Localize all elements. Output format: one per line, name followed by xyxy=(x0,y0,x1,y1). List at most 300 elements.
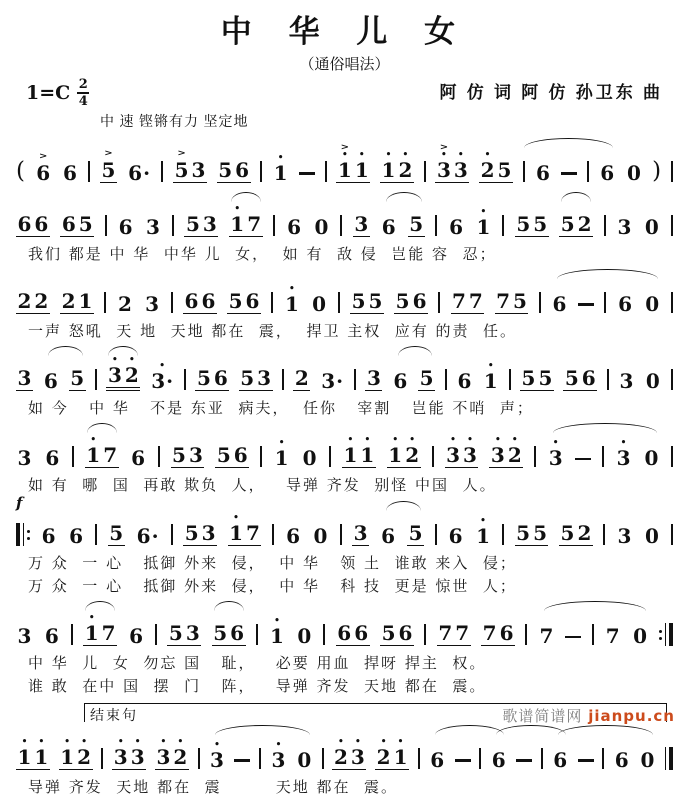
note-digit: 7 xyxy=(247,211,262,236)
barline xyxy=(587,161,589,182)
octave-dot: • xyxy=(289,283,295,294)
note-digit: 6 xyxy=(61,211,76,236)
note-digit: 3 xyxy=(17,624,32,649)
note-digit: • 1 xyxy=(17,736,32,769)
note-digit: 2 xyxy=(117,291,132,316)
barline xyxy=(435,215,437,236)
note-group xyxy=(380,623,414,646)
tie-arc xyxy=(553,423,658,433)
barline xyxy=(509,369,511,390)
barline xyxy=(323,624,325,645)
note-group xyxy=(643,446,660,471)
augmentation-dot: · xyxy=(143,160,151,185)
tie-arc xyxy=(87,423,117,433)
note-digit: 6 xyxy=(614,747,629,772)
note-group xyxy=(495,288,529,314)
octave-dot: • xyxy=(275,739,282,750)
barline xyxy=(198,748,200,769)
note-digit: • 3 xyxy=(271,739,286,772)
notes-line xyxy=(12,189,677,241)
octave-dot: • xyxy=(38,736,45,747)
note-digit: 5 xyxy=(409,211,424,236)
note-group xyxy=(60,211,94,237)
note-group xyxy=(227,288,261,314)
note-digit: 5 xyxy=(218,157,233,182)
note-group xyxy=(342,435,376,468)
octave-dot: • xyxy=(457,149,464,160)
note-group xyxy=(365,368,382,391)
note-group xyxy=(547,438,564,471)
note-group xyxy=(135,523,160,548)
note-digit: 3 xyxy=(145,291,160,316)
octave-dot: • xyxy=(81,736,87,747)
note-digit: 7 xyxy=(101,621,116,646)
octave-dot: • xyxy=(392,435,399,446)
note-digit: 6 xyxy=(398,621,413,646)
note-digit: 3 xyxy=(617,523,632,548)
note-digit: 5 xyxy=(516,211,531,236)
octave-dot: • xyxy=(159,361,166,372)
barline xyxy=(432,446,434,467)
note-digit: • 1 xyxy=(274,438,289,471)
octave-dot: • xyxy=(511,435,518,446)
note-digit: 5 xyxy=(533,211,548,236)
note-digit: • 2 xyxy=(398,149,413,182)
barline xyxy=(602,748,604,769)
note-digit: 0 xyxy=(644,214,659,239)
note-digit: 5 xyxy=(196,366,211,391)
notes-line xyxy=(12,266,677,318)
note-digit: 3 xyxy=(257,366,272,391)
octave-dot: • xyxy=(21,736,28,747)
barline xyxy=(260,161,262,182)
note-group xyxy=(375,736,409,770)
note-group xyxy=(392,369,409,394)
note-group xyxy=(352,520,369,546)
note-group xyxy=(435,142,469,183)
note-digit: • 3 xyxy=(548,438,563,471)
barline xyxy=(95,524,97,545)
note-digit: > 6 xyxy=(36,151,51,185)
note-group xyxy=(228,512,262,546)
note-digit: 1 xyxy=(78,288,93,313)
note-digit: 3 xyxy=(146,214,160,239)
note-group xyxy=(16,211,50,237)
note-group xyxy=(60,288,94,314)
note-group xyxy=(173,148,207,183)
octave-dot: • xyxy=(112,355,118,366)
note-digit: • 3· xyxy=(151,361,174,394)
note-group xyxy=(16,624,33,649)
octave-dot: • xyxy=(341,149,348,160)
barline xyxy=(105,215,107,236)
duration-dash xyxy=(578,759,594,762)
augmentation-dot: · xyxy=(166,369,174,394)
note-digit: 3 xyxy=(201,520,216,545)
note-digit: 6 xyxy=(129,624,143,649)
barline xyxy=(172,215,174,236)
note-group xyxy=(35,151,52,185)
key-signature xyxy=(26,78,89,108)
barline xyxy=(604,292,606,313)
note-digit: 7 xyxy=(468,288,483,313)
octave-dot: • xyxy=(552,438,559,449)
note-digit: • 1 xyxy=(284,283,299,316)
tie-arc xyxy=(214,601,244,611)
note-group xyxy=(69,368,86,391)
tie-arc xyxy=(398,346,433,356)
note-digit: 5 xyxy=(368,288,383,313)
note-digit: • 1 xyxy=(60,736,75,769)
lyric-line: 导弹 齐发 天地 都在 震 天地 都在 震。 xyxy=(28,777,399,796)
octave-dot: • xyxy=(494,435,501,446)
note-group xyxy=(16,368,33,391)
barline xyxy=(256,624,258,645)
music-system xyxy=(12,420,677,495)
note-group xyxy=(456,369,473,394)
note-digit: 0 xyxy=(312,291,327,316)
barline xyxy=(592,624,594,645)
note-digit: 7 xyxy=(246,520,260,545)
note-digit: • 1 xyxy=(393,736,408,769)
note-digit: • 3 xyxy=(156,736,171,769)
barline xyxy=(671,292,673,313)
octave-dot: • xyxy=(233,512,239,523)
note-digit: • 1 xyxy=(388,435,403,468)
duration-dash xyxy=(565,636,581,639)
note-digit: 2 xyxy=(61,288,76,313)
note-digit: 0 xyxy=(633,624,648,649)
note-group xyxy=(183,520,217,546)
note-digit: 3 xyxy=(617,214,632,239)
note-group xyxy=(380,149,414,183)
barline xyxy=(282,369,284,390)
note-group xyxy=(644,523,661,548)
note-group xyxy=(217,157,251,183)
note-group xyxy=(490,747,507,772)
note-digit: 2 xyxy=(294,366,309,391)
tempo-marking: 中 速 铿锵有力 坚定地 xyxy=(100,114,249,130)
note-group xyxy=(332,736,366,770)
note-group xyxy=(212,623,246,646)
barline xyxy=(104,292,106,313)
note-digit: 6 xyxy=(45,446,60,471)
barline xyxy=(340,524,342,545)
note-digit: 0 xyxy=(640,747,655,772)
octave-dot: • xyxy=(134,736,141,747)
note-group xyxy=(183,288,217,314)
note-group xyxy=(117,214,134,239)
barline xyxy=(671,446,673,467)
note-digit: 7 xyxy=(452,288,466,313)
barline xyxy=(155,624,157,645)
note-digit: 6 xyxy=(230,621,245,646)
note-digit: 6 xyxy=(618,291,633,316)
note-digit: • 1 xyxy=(476,206,491,239)
note-group xyxy=(599,160,616,185)
note-digit: 7 xyxy=(103,443,118,468)
note-group xyxy=(16,288,50,314)
dynamic-marking: f xyxy=(16,493,23,512)
tie-arc xyxy=(496,725,567,735)
octave-dot: • xyxy=(347,435,354,446)
note-group xyxy=(445,435,479,468)
note-digit: 5 xyxy=(109,520,124,545)
note-digit: 7 xyxy=(438,621,453,646)
note-group xyxy=(559,211,593,237)
note-group xyxy=(551,291,568,316)
note-digit: • 2 xyxy=(77,736,92,769)
note-group xyxy=(150,361,175,394)
tie-arc xyxy=(386,501,422,511)
note-digit: • 2 xyxy=(173,736,188,769)
barline xyxy=(325,161,327,182)
notes-line xyxy=(12,598,677,650)
note-digit: • 2 xyxy=(507,435,522,468)
note-digit: 6 xyxy=(600,160,615,185)
note-group xyxy=(312,523,329,548)
note-digit: 6 xyxy=(552,291,567,316)
note-group xyxy=(320,369,345,394)
barline xyxy=(438,292,440,313)
tie-arc xyxy=(557,269,659,279)
note-group xyxy=(270,739,287,772)
lyric-line: 如 今 中 华 不是 东亚 病夫， 任你 宰割 岂能 不哨 声； xyxy=(28,399,534,418)
note-digit: • 1 xyxy=(34,736,49,769)
note-group xyxy=(112,736,146,770)
note-digit: 5 xyxy=(395,288,410,313)
note-digit: 6 xyxy=(233,443,248,468)
note-digit: 0 xyxy=(626,160,641,185)
note-digit: 6 xyxy=(34,211,49,236)
notes-line xyxy=(12,722,677,774)
tie-arc xyxy=(558,725,654,735)
music-system xyxy=(12,135,677,187)
barline xyxy=(541,748,543,769)
note-digit: 0 xyxy=(645,523,659,548)
accent-mark: > xyxy=(177,148,186,158)
note-group xyxy=(613,747,630,772)
note-group xyxy=(475,515,492,548)
octave-dot: • xyxy=(364,435,371,446)
note-group xyxy=(644,369,661,394)
note-group xyxy=(515,520,549,546)
note-digit: 6 xyxy=(381,214,396,239)
note-digit: 5 xyxy=(228,288,243,313)
accent-mark: > xyxy=(439,142,449,152)
note-group xyxy=(171,445,205,468)
accent-mark: > xyxy=(340,142,350,152)
note-digit: 6 xyxy=(535,160,550,185)
note-digit: • 3 xyxy=(113,736,128,769)
note-group xyxy=(418,368,435,391)
lyric-line: 中 华 儿 女 勿忘 国 耻， 必要 用血 捍呀 捍主 权。 xyxy=(28,654,487,673)
note-digit: > 5 xyxy=(101,148,116,182)
duration-dash xyxy=(575,458,591,461)
note-digit: • 1 xyxy=(270,616,284,649)
note-group xyxy=(448,214,465,239)
barline xyxy=(502,215,504,236)
barline xyxy=(88,161,90,182)
note-group xyxy=(534,160,551,185)
barline xyxy=(273,215,275,236)
lyric-line: 万 众 一 心 抵御 外来 侵， 中 华 科 技 更是 惊世 人； xyxy=(28,576,517,595)
note-group xyxy=(643,214,660,239)
note-group xyxy=(559,520,593,546)
note-digit: 5 xyxy=(172,443,186,468)
notes-line xyxy=(12,135,677,187)
note-digit: 2 xyxy=(17,288,32,313)
parenthesis: ( xyxy=(16,157,25,184)
note-digit: 0 xyxy=(645,369,660,394)
note-digit: 6 xyxy=(287,214,301,239)
octave-dot: • xyxy=(441,149,447,160)
notes-line xyxy=(12,493,677,550)
note-digit: 3 xyxy=(185,621,200,646)
accent-mark: > xyxy=(39,151,48,161)
octave-dot: • xyxy=(620,438,627,449)
note-group xyxy=(273,438,290,471)
note-digit: • 1 xyxy=(84,613,99,646)
note-digit: 0 xyxy=(297,624,312,649)
note-digit: 5 xyxy=(564,366,579,391)
note-group xyxy=(239,368,273,391)
note-group xyxy=(616,523,633,548)
octave-dot: • xyxy=(480,515,486,526)
note-digit: • 3 xyxy=(453,149,468,182)
note-digit: 2 xyxy=(34,288,49,313)
notes-line xyxy=(12,420,677,472)
note-digit: 5 xyxy=(240,366,255,391)
meta-row xyxy=(0,74,689,108)
octave-dot: • xyxy=(409,435,416,446)
barline xyxy=(671,161,673,182)
note-digit: • 2 xyxy=(333,736,348,769)
lyric-line: 一声 怒吼 天 地 天地 都在 震， 捍卫 主权 应有 的责 任。 xyxy=(28,321,518,340)
barline xyxy=(272,524,274,545)
note-digit: 2 xyxy=(577,211,592,236)
note-group xyxy=(639,747,656,772)
barline xyxy=(502,524,504,545)
note-group xyxy=(604,624,621,649)
note-digit: 5 xyxy=(408,520,423,545)
note-digit: > • 3 xyxy=(436,142,451,182)
song-subtitle: （通俗唱法） xyxy=(299,57,390,73)
note-group xyxy=(296,747,313,772)
note-group xyxy=(451,288,485,314)
meter-numerator: 2 xyxy=(78,77,88,92)
duration-dash xyxy=(299,172,315,175)
barline xyxy=(322,748,324,769)
repeat-begin-sign xyxy=(16,523,30,546)
note-digit: 6 xyxy=(430,747,445,772)
octave-dot: • xyxy=(338,736,344,747)
note-group xyxy=(644,291,661,316)
note-digit: 5 xyxy=(533,520,547,545)
duration-dash xyxy=(455,759,471,762)
barline xyxy=(435,524,437,545)
note-group xyxy=(100,148,117,183)
note-group xyxy=(394,288,428,314)
barline xyxy=(340,215,342,236)
note-group xyxy=(380,523,397,548)
note-digit: 6 xyxy=(337,621,352,646)
note-group xyxy=(130,446,147,471)
note-digit: 5 xyxy=(521,366,536,391)
note-digit: • 1 xyxy=(86,435,101,468)
note-digit: 3 xyxy=(619,369,634,394)
note-group xyxy=(563,368,597,391)
octave-dot: • xyxy=(234,203,241,214)
tie-arc xyxy=(231,192,261,202)
note-digit: 0 xyxy=(645,291,660,316)
barline xyxy=(338,292,340,313)
barline xyxy=(354,369,356,390)
barline xyxy=(671,215,673,236)
note-digit: 6 xyxy=(62,160,77,185)
note-group xyxy=(301,446,318,471)
barline xyxy=(161,161,163,182)
note-digit: • 3 xyxy=(107,355,122,388)
note-group xyxy=(407,520,424,546)
note-digit: 3 xyxy=(353,520,368,545)
note-digit: 5 xyxy=(78,211,93,236)
barline xyxy=(602,446,604,467)
song-title: 中 华 儿 女 xyxy=(220,14,469,50)
note-digit: 6 xyxy=(491,747,506,772)
note-group xyxy=(144,291,161,316)
note-digit: 5 xyxy=(560,520,575,545)
note-group xyxy=(42,369,59,394)
note-digit: 6 xyxy=(235,157,250,182)
note-digit: 7 xyxy=(455,621,470,646)
note-digit: • 2 xyxy=(405,435,420,468)
barline xyxy=(534,446,536,467)
tie-arc xyxy=(561,192,591,202)
note-digit: 3 xyxy=(17,446,32,471)
accent-mark: > xyxy=(104,148,113,158)
note-digit: 7 xyxy=(605,624,620,649)
music-system xyxy=(12,493,677,597)
octave-dot: • xyxy=(397,736,404,747)
octave-dot: • xyxy=(160,736,167,747)
key-label: 1=C xyxy=(26,81,71,104)
note-digit: 5 xyxy=(538,366,553,391)
note-digit: • 1 xyxy=(360,435,375,468)
duration-dash xyxy=(234,759,250,762)
note-group xyxy=(40,523,57,548)
ending-label: 结束句 xyxy=(90,707,138,724)
barline xyxy=(525,624,527,645)
note-digit: 5 xyxy=(419,366,434,391)
lyric-line: 如 有 哪 国 再敢 欺负 人， 导弹 齐发 别怪 中国 人。 xyxy=(28,476,497,495)
barline xyxy=(418,748,420,769)
note-group xyxy=(43,624,60,649)
note-digit: 6· xyxy=(136,523,159,548)
note-digit: 0 xyxy=(297,747,312,772)
octave-dot: • xyxy=(450,435,456,446)
barline xyxy=(95,369,97,390)
note-digit: 7 xyxy=(539,624,554,649)
duration-dash xyxy=(578,303,594,306)
barline xyxy=(671,369,673,390)
music-system xyxy=(12,266,677,341)
octave-dot: • xyxy=(90,435,97,446)
barline xyxy=(71,624,73,645)
note-group xyxy=(59,736,93,770)
tie-arc xyxy=(215,725,311,735)
note-group xyxy=(215,445,249,468)
